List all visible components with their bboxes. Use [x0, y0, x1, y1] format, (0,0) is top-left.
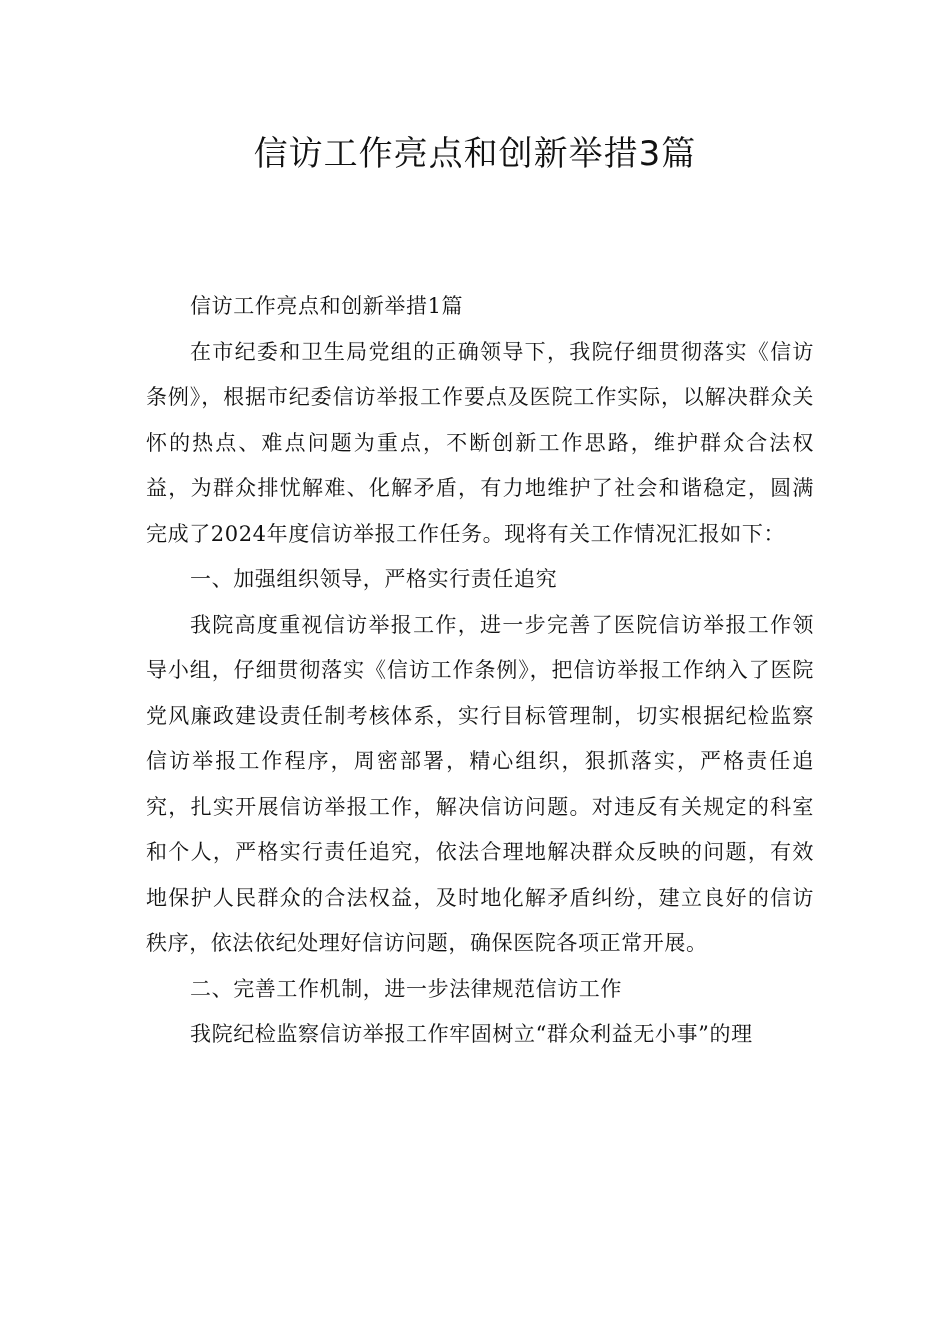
document-subtitle: 信访工作亮点和创新举措1篇	[190, 294, 464, 318]
section-2-heading: 二、完善工作机制，进一步法律规范信访工作	[190, 976, 622, 1001]
section-1-paragraph: 我院高度重视信访举报工作，进一步完善了医院信访举报工作领导小组，仔细贯彻落实《信访工作条例》，把信访举报工作纳入了医院党风廉政建设责任制考核体系，实行目标管理制，切实根据纪检监察信访举报工作程序，周密部署，精心组织，狠抓落实，严格责任追究，扎实开展信访举报工作，解决信访问题。对违反有关规定的科室和个人，严格实行责任追究，依法合理地解决群众反映的问题，有效地保护人民群众的合法权益，及时地化解矛盾纠纷，建立良好的信访秩序，依法依纪处理好信访问题，确保医院各项正常开展。	[146, 612, 814, 955]
document-title: 信访工作亮点和创新举措3篇	[253, 134, 697, 174]
document-body	[146, 284, 814, 1058]
intro-paragraph: 在市纪委和卫生局党组的正确领导下，我院仔细贯彻落实《信访条例》，根据市纪委信访举报工作要点及医院工作实际，以解决群众关怀的热点、难点问题为重点，不断创新工作思路，维护群众合法权益，为群众排忧解难、化解矛盾，有力地维护了社会和谐稳定，圆满完成了2024年度信访举报工作任务。现将有关工作情况汇报如下：	[146, 339, 814, 546]
section-2-paragraph: 我院纪检监察信访举报工作牢固树立“群众利益无小事”的理	[190, 1022, 753, 1046]
section-1-heading: 一、加强组织领导，严格实行责任追究	[190, 567, 558, 591]
